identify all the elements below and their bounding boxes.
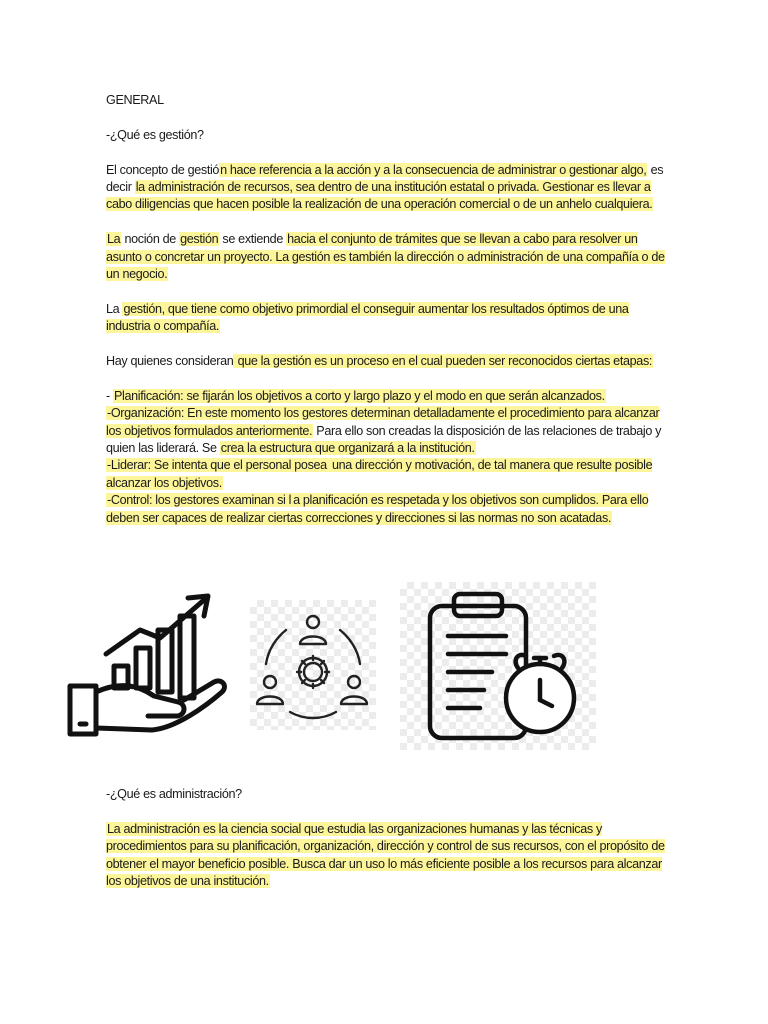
question-gestion: -¿Qué es gestión?: [106, 127, 204, 142]
paragraph-concepto: [106, 162, 671, 214]
text-run: ara ello son creadas la disposición de las relaciones de trabajo y quien las liderará. Se: [106, 423, 662, 456]
question-administracion: -¿Qué es administración?: [106, 787, 242, 801]
main-text: [106, 92, 671, 527]
highlighted-text: La: [107, 232, 121, 247]
stage-organizacion: [106, 405, 671, 457]
illustrations-row: [0, 578, 768, 758]
highlighted-text: gestión, que tiene como objetivo primordial el conseguir aumentar los resultados óptimos de una industria o compañía.: [106, 301, 629, 334]
paragraph-administracion: [106, 821, 671, 891]
second-section: [106, 786, 671, 908]
text-run: Hay quienes consideran: [106, 354, 234, 369]
highlighted-text: -Control: los gestores examinan si l: [107, 493, 292, 508]
highlighted-text: crea la estructura que organizará a la institución.: [220, 441, 475, 456]
text-run: La: [106, 301, 123, 316]
highlighted-text: hacia el conjunto de trámites que se llevan a cabo para resolver un asunto o concretar un proyecto. La gestión es también la dirección o administración de una compañía o de un negocio.: [106, 232, 665, 282]
highlighted-text: gestión: [180, 232, 219, 247]
highlighted-text: -Liderar: Se intenta que el personal posea: [107, 458, 327, 473]
clipboard-clock-icon: [400, 582, 596, 750]
highlighted-text: la administración de recursos, sea dentro de una institución estatal o privada. Gestionar es llevar a cabo diligencias que hacen posible la realización de una operación comercial o de un anhelo cualquiera.: [106, 180, 653, 212]
stage-planificacion: [106, 388, 671, 405]
stage-liderar: [106, 457, 671, 492]
text-run: es decir: [106, 162, 664, 194]
growth-hand-icon: [66, 592, 228, 738]
text-run: -: [106, 388, 113, 403]
highlighted-text: que la gestión es un proceso en el cual pueden ser reconocidos ciertas etapas:: [234, 354, 653, 369]
highlighted-text: Planificación: se fijarán los objetivos a corto y largo plazo y el modo en que serán alcanzados.: [114, 388, 605, 403]
stage-control: [106, 492, 671, 527]
text-run: El concepto de gestió: [106, 162, 220, 177]
text-run: P: [313, 423, 325, 438]
heading: GENERAL: [106, 93, 164, 107]
paragraph-nocion: [106, 231, 671, 283]
text-run: noción de: [121, 232, 180, 247]
highlighted-text: La administración es la ciencia social que estudia las organizaciones humanas y las técnicas y procedimientos para su planificación, organización, dirección y control de sus recursos, con el propósito de obtener el mayor beneficio posible. Busca dar un uso lo más eficiente posible a los recursos para alcanzar los objetivos de una institución.: [106, 821, 665, 889]
paragraph-etapas: [106, 353, 671, 370]
paragraph-objetivo: [106, 301, 671, 336]
highlighted-text: a planificación es respetada y los objetivos son cumplidos. Para ello deben ser capaces de realizar ciertas correcciones y direcciones si las normas no son acatadas.: [106, 493, 649, 525]
highlighted-text: una dirección y motivación, de tal manera que resulte posible alcanzar los objetivos.: [106, 458, 653, 490]
highlighted-text: n hace referencia a la acción y a la consecuencia de administrar o gestionar algo,: [220, 162, 647, 177]
highlighted-text: -Organización: En este momento los gestores determinan detalladamente el procedimiento para alcanzar los objetivos formulados anteriormente.: [106, 406, 660, 438]
text-run: se extiende: [219, 232, 287, 247]
team-gear-icon: [250, 600, 376, 730]
